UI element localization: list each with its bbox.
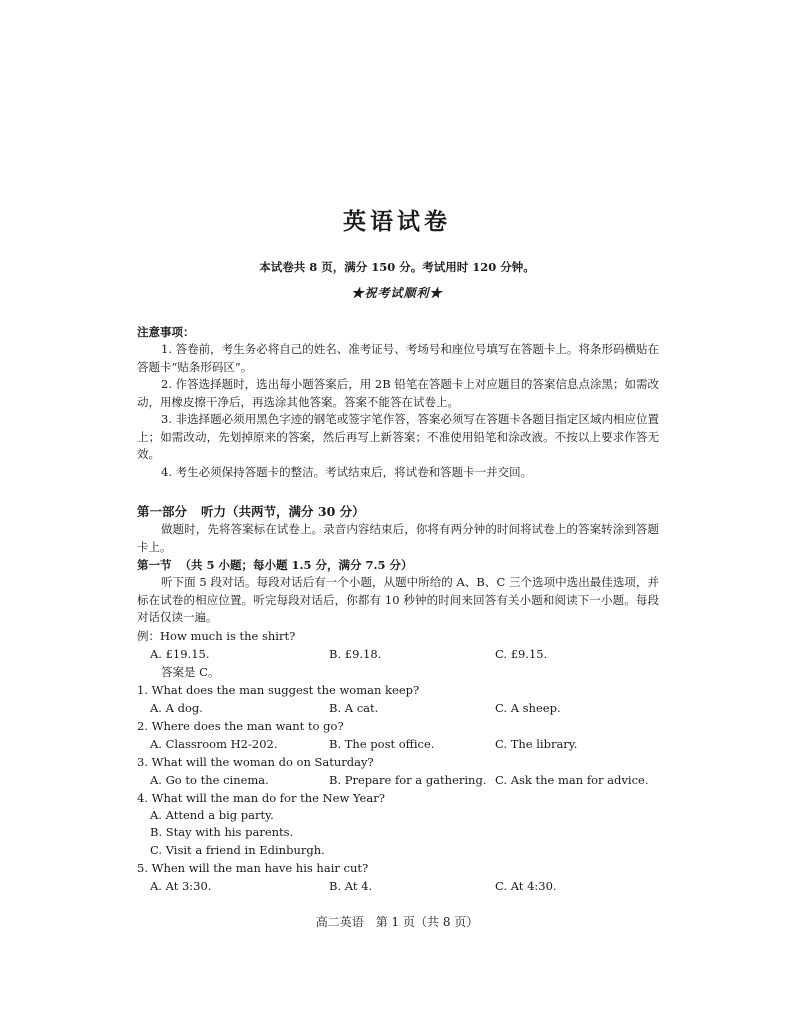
option-c: C. Visit a friend in Edinburgh. bbox=[150, 842, 325, 857]
option-c: C. The library. bbox=[495, 736, 578, 751]
page-footer: 高二英语 第 1 页（共 8 页） bbox=[315, 915, 479, 929]
question-options bbox=[137, 699, 659, 717]
question-text: 2. Where does the man want to go? bbox=[137, 718, 344, 733]
good-luck-line: ★祝考试顺利★ bbox=[351, 286, 443, 300]
question-options bbox=[137, 735, 659, 753]
example-options bbox=[137, 645, 659, 663]
example-option-a: A. £19.15. bbox=[150, 646, 210, 661]
question-5 bbox=[137, 859, 659, 895]
question-3 bbox=[137, 753, 659, 789]
option-a: A. A dog. bbox=[150, 700, 203, 715]
example-option-c: C. £9.15. bbox=[495, 646, 548, 661]
question-text: 4. What will the man do for the New Year? bbox=[137, 790, 385, 805]
note-item-2: 2. 作答选择题时，选出每小题答案后，用 2B 铅笔在答题卡上对应题目的答案信息点涂黑；如需改动，用橡皮擦干净后，再选涂其他答案。答案不能答在试卷上。 bbox=[137, 377, 659, 409]
example-answer: 答案是 C。 bbox=[161, 664, 220, 679]
part-one-heading bbox=[137, 502, 659, 521]
notes-section bbox=[137, 324, 659, 481]
example-option-b: B. £9.18. bbox=[329, 646, 382, 661]
part-one-intro: 做题时，先将答案标在试卷上。录音内容结束后，你将有两分钟的时间将试卷上的答案转涂到答题卡上。 bbox=[137, 522, 659, 554]
page-title: 英语试卷 bbox=[343, 208, 451, 235]
question-options bbox=[137, 771, 659, 789]
option-a: A. Go to the cinema. bbox=[150, 772, 269, 787]
section-one-desc: （共 5 小题；每小题 1.5 分，满分 7.5 分） bbox=[179, 558, 413, 572]
section-one-instructions: 听下面 5 段对话。每段对话后有一个小题，从题中所给的 A、B、C 三个选项中选出最佳选项，并标在试卷的相应位置。听完每段对话后，你都有 10 秒钟的时间来回答有关小题和阅读下一小题。每段对话仅读一遍。 bbox=[137, 575, 659, 624]
question-1 bbox=[137, 681, 659, 717]
section-one-name: 第一节 bbox=[137, 558, 172, 572]
note-item-1: 1. 答卷前，考生务必将自己的姓名、准考证号、考场号和座位号填写在答题卡上。将条形码横贴在答题卡“贴条形码区”。 bbox=[137, 342, 659, 374]
note-item-3: 3. 非选择题必须用黑色字迹的钢笔或签字笔作答，答案必须写在答题卡各题目指定区域内相应位置上；如需改动，先划掉原来的答案，然后再写上新答案；不准使用铅笔和涂改液。不按以上要求作答无效。 bbox=[137, 412, 659, 461]
section-one-heading bbox=[137, 556, 659, 574]
option-b: B. Prepare for a gathering. bbox=[329, 772, 487, 787]
option-c: C. A sheep. bbox=[495, 700, 561, 715]
example-question: 例：How much is the shirt? bbox=[137, 628, 296, 643]
question-2 bbox=[137, 717, 659, 753]
notes-heading: 注意事项： bbox=[137, 325, 195, 339]
option-c: C. At 4:30. bbox=[495, 879, 557, 893]
option-a: A. Attend a big party. bbox=[150, 807, 274, 822]
part-one bbox=[137, 502, 659, 895]
part-one-title: 听力（共两节，满分 30 分） bbox=[201, 504, 365, 519]
option-b: B. Stay with his parents. bbox=[150, 825, 294, 839]
option-a: A. At 3:30. bbox=[150, 879, 212, 893]
note-item-4: 4. 考生必须保持答题卡的整洁。考试结束后，将试卷和答题卡一并交回。 bbox=[161, 464, 533, 479]
option-b: B. At 4. bbox=[329, 879, 373, 893]
question-4 bbox=[137, 789, 659, 860]
option-c: C. Ask the man for advice. bbox=[495, 772, 649, 787]
question-text: 5. When will the man have his hair cut? bbox=[137, 861, 369, 875]
question-text: 1. What does the man suggest the woman keep? bbox=[137, 682, 420, 697]
part-one-name: 第一部分 bbox=[137, 504, 188, 519]
option-b: B. A cat. bbox=[329, 700, 379, 715]
option-a: A. Classroom H2-202. bbox=[150, 736, 278, 751]
exam-info: 本试卷共 8 页，满分 150 分。考试用时 120 分钟。 bbox=[259, 260, 535, 274]
question-text: 3. What will the woman do on Saturday? bbox=[137, 754, 374, 769]
option-b: B. The post office. bbox=[329, 736, 435, 751]
question-options bbox=[137, 877, 659, 895]
